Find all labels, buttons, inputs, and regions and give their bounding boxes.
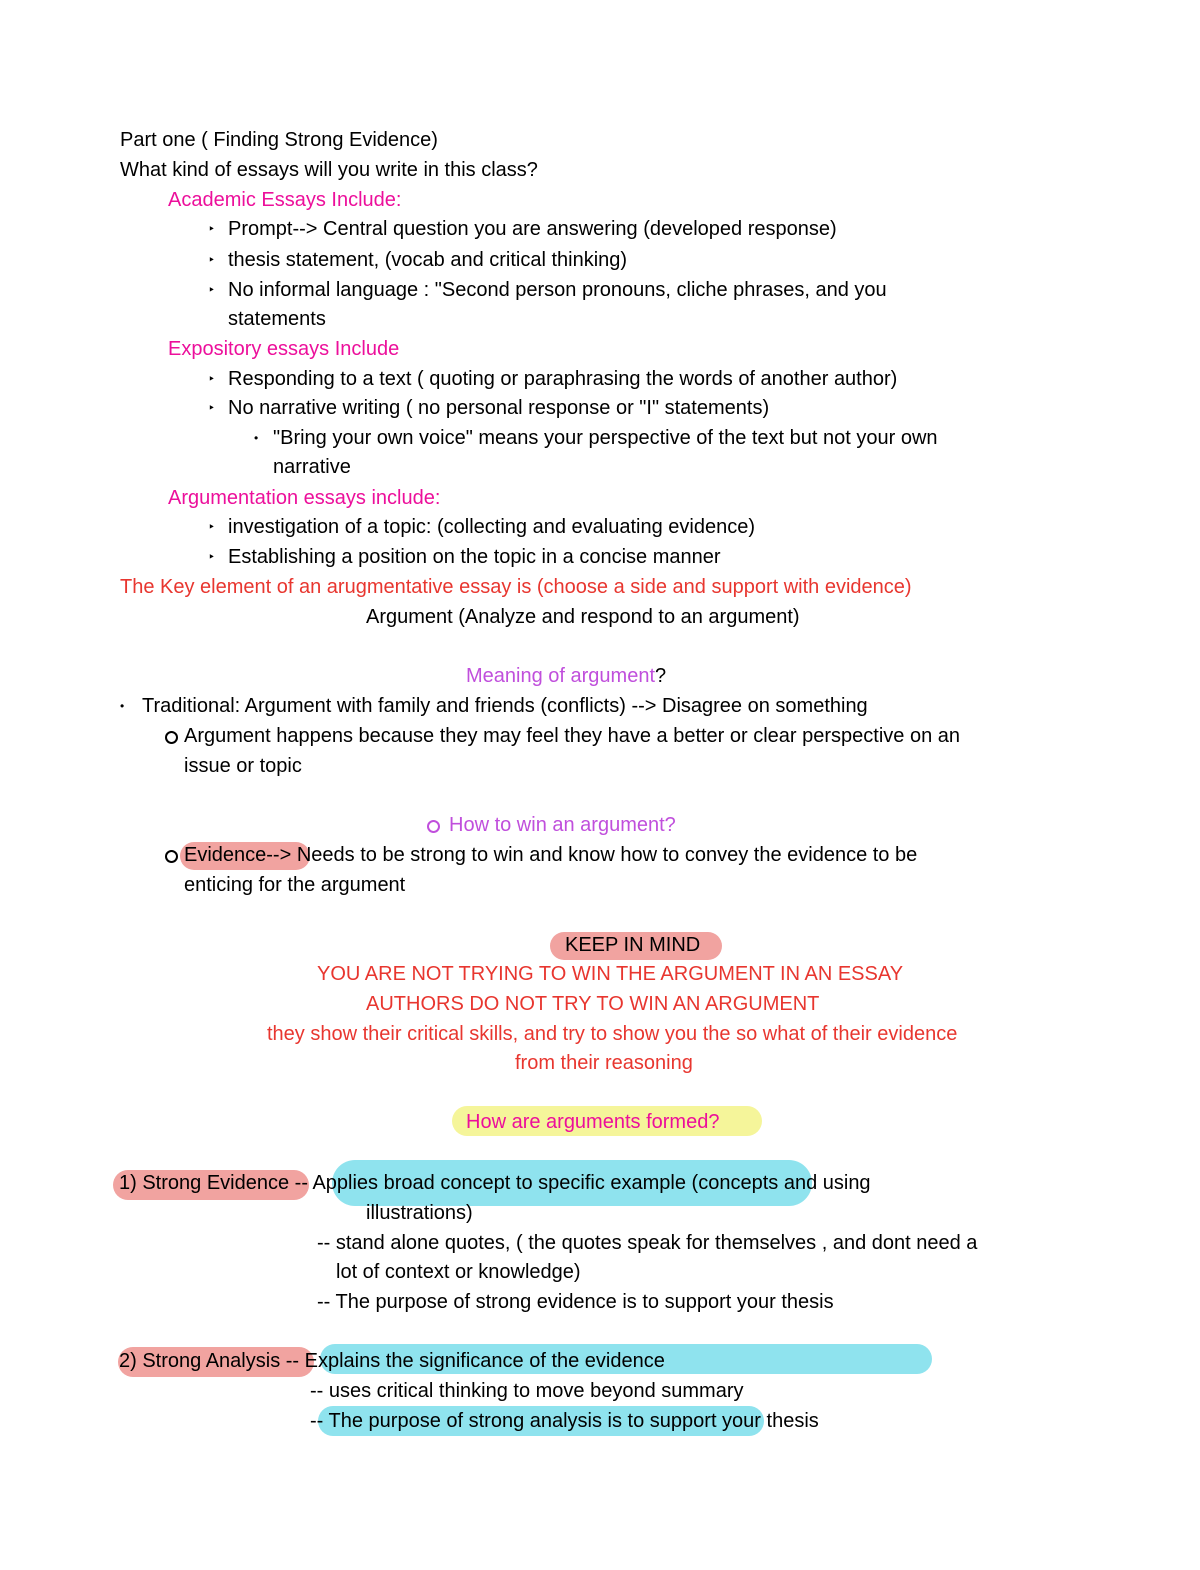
class-question: What kind of essays will you write in this class? [120, 159, 538, 181]
traditional-line: Traditional: Argument with family and friends (conflicts) --> Disagree on something [142, 695, 868, 717]
strong-evidence-def: Applies broad concept to specific example (concepts and using [312, 1172, 871, 1194]
arrow-bullet-icon: ‣ [208, 401, 216, 415]
evidence-label: Evidence--> [184, 844, 292, 866]
keep-in-mind-line-2: AUTHORS DO NOT TRY TO WIN AN ARGUMENT [366, 993, 820, 1015]
argument-happens-line: Argument happens because they may feel they have a better or clear perspective on an [184, 725, 961, 747]
dot-bullet-icon: • [120, 699, 125, 713]
meaning-heading-text: Meaning of argument [466, 665, 656, 687]
strong-analysis-def: -- Explains the significance of the evidence [280, 1350, 665, 1372]
evidence-cont: enticing for the argument [184, 874, 406, 896]
arrow-bullet-icon: ‣ [208, 222, 216, 236]
keep-in-mind-line-3: they show their critical skills, and try to show you the so what of their evidence [267, 1023, 958, 1045]
strong-evidence-label: 1) Strong Evidence [119, 1172, 290, 1194]
meaning-heading-qmark: ? [655, 665, 667, 687]
strong-evidence-quotes-cont: lot of context or knowledge) [336, 1261, 581, 1283]
hollow-circle-bullet-icon [427, 820, 440, 833]
arrow-bullet-icon: ‣ [208, 372, 216, 386]
argument-line: Argument (Analyze and respond to an argument) [366, 606, 800, 628]
keep-in-mind-label: KEEP IN MIND [565, 934, 701, 956]
how-to-win-line: How to win an argument? [449, 814, 676, 836]
academic-item-3-cont: statements [228, 308, 326, 330]
strong-analysis-label: 2) Strong Analysis [119, 1350, 281, 1372]
argumentation-item-2: Establishing a position on the topic in a concise manner [228, 546, 721, 568]
hollow-circle-bullet-icon [165, 850, 178, 863]
strong-analysis-critical: -- uses critical thinking to move beyond summary [310, 1380, 744, 1402]
arrow-bullet-icon: ‣ [208, 550, 216, 564]
expository-sub-item: "Bring your own voice" means your perspective of the text but not your own [273, 427, 938, 449]
strong-evidence-line [119, 1168, 871, 1198]
keep-in-mind-line-4: from their reasoning [515, 1052, 693, 1074]
expository-item-1: Responding to a text ( quoting or paraphrasing the words of another author) [228, 368, 898, 390]
academic-heading: Academic Essays Include: [168, 189, 402, 211]
key-element-line: The Key element of an arugmentative essay is (choose a side and support with evidence) [120, 576, 912, 598]
formed-heading: How are arguments formed? [466, 1111, 720, 1133]
strong-evidence-dash: -- [289, 1172, 313, 1194]
strong-evidence-purpose: -- The purpose of strong evidence is to support your thesis [317, 1291, 834, 1313]
arrow-bullet-icon: ‣ [208, 520, 216, 534]
dot-bullet-icon: • [254, 431, 259, 445]
part-title: Part one ( Finding Strong Evidence) [120, 129, 438, 151]
expository-item-2: No narrative writing ( no personal response or "I" statements) [228, 397, 770, 419]
academic-item-2: thesis statement, (vocab and critical thinking) [228, 249, 628, 271]
academic-item-1: Prompt--> Central question you are answering (developed response) [228, 218, 837, 240]
arrow-bullet-icon: ‣ [208, 253, 216, 267]
hollow-circle-bullet-icon [165, 731, 178, 744]
evidence-line [184, 840, 917, 870]
arrow-bullet-icon: ‣ [208, 283, 216, 297]
argumentation-heading: Argumentation essays include: [168, 487, 441, 509]
expository-heading: Expository essays Include [168, 338, 400, 360]
argument-happens-cont: issue or topic [184, 755, 302, 777]
academic-item-3: No informal language : "Second person pronouns, cliche phrases, and you [228, 279, 887, 301]
strong-analysis-purpose: -- The purpose of strong analysis is to support your thesis [310, 1410, 819, 1432]
strong-evidence-quotes: -- stand alone quotes, ( the quotes speak for themselves , and dont need a [317, 1232, 978, 1254]
meaning-heading [466, 661, 666, 691]
keep-in-mind-line-1: YOU ARE NOT TRYING TO WIN THE ARGUMENT IN AN ESSAY [317, 963, 904, 985]
strong-evidence-def-cont: illustrations) [366, 1202, 473, 1224]
strong-analysis-line [119, 1346, 665, 1376]
argumentation-item-1: investigation of a topic: (collecting and evaluating evidence) [228, 516, 755, 538]
expository-sub-item-cont: narrative [273, 456, 351, 478]
evidence-text: Needs to be strong to win and know how to convey the evidence to be [291, 844, 918, 866]
